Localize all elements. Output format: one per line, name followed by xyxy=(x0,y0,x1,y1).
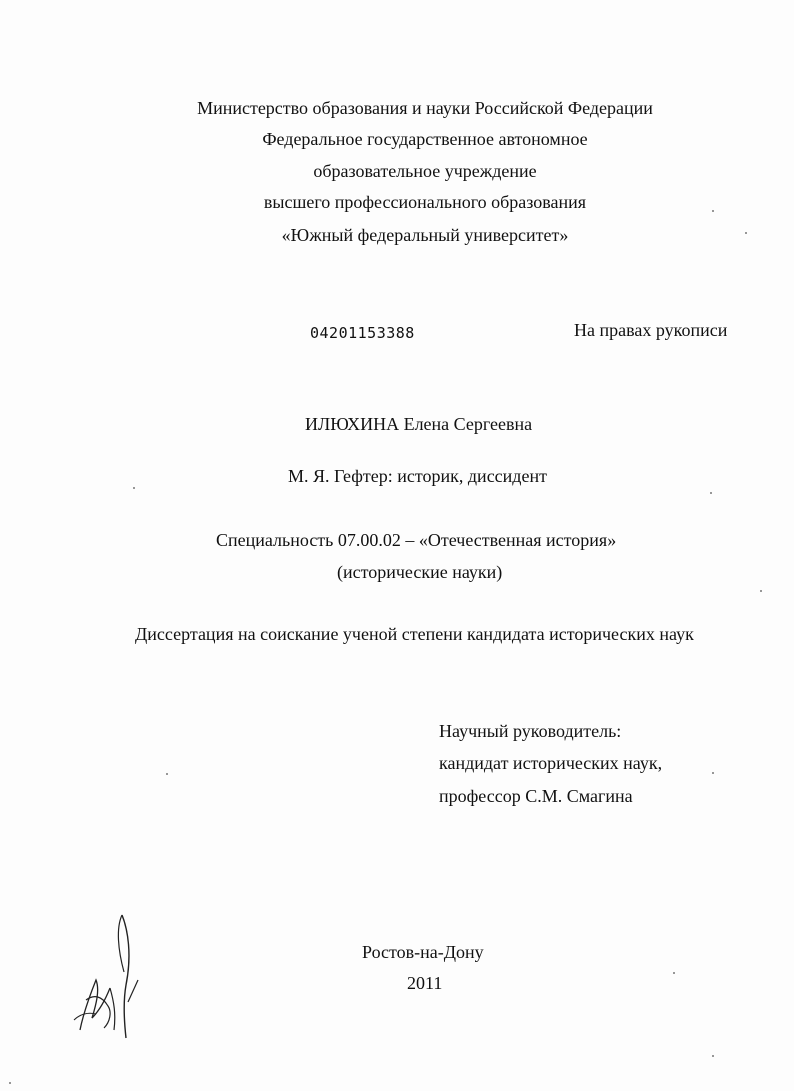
supervisor-name: профессор С.М. Смагина xyxy=(439,786,633,806)
city-line: Ростов-на-Дону xyxy=(362,942,484,962)
scan-speck xyxy=(760,590,762,592)
scan-speck xyxy=(673,972,675,974)
degree-line: Диссертация на соискание ученой степени кандидата исторических наук xyxy=(135,624,694,644)
supervisor-degree: кандидат исторических наук, xyxy=(439,753,663,773)
scan-speck xyxy=(712,1055,714,1057)
ministry-line: Министерство образования и науки Российской Федерации xyxy=(197,98,653,118)
year-line: 2011 xyxy=(407,973,443,993)
institution-line-2: образовательное учреждение xyxy=(313,161,537,181)
scan-speck xyxy=(9,1082,11,1084)
thesis-title: М. Я. Гефтер: историк, диссидент xyxy=(288,466,547,486)
institution-line-1: Федеральное государственное автономное xyxy=(262,129,588,149)
specialty-line: Специальность 07.00.02 – «Отечественная история» xyxy=(216,530,617,550)
rights-note: На правах рукописи xyxy=(574,320,728,340)
scan-speck xyxy=(745,232,747,234)
scan-speck xyxy=(710,492,712,494)
institution-line-3: высшего профессионального образования xyxy=(263,192,587,212)
field-line: (исторические науки) xyxy=(337,562,503,582)
university-name: «Южный федеральный университет» xyxy=(281,225,569,245)
handwritten-signature xyxy=(66,910,156,1050)
author-name: ИЛЮХИНА Елена Сергеевна xyxy=(305,414,533,434)
registration-code: 04201153388 xyxy=(310,324,415,342)
scan-speck xyxy=(712,772,714,774)
scan-speck xyxy=(712,210,714,212)
supervisor-label: Научный руководитель: xyxy=(439,721,622,741)
scan-speck xyxy=(133,487,135,489)
scan-speck xyxy=(166,773,168,775)
